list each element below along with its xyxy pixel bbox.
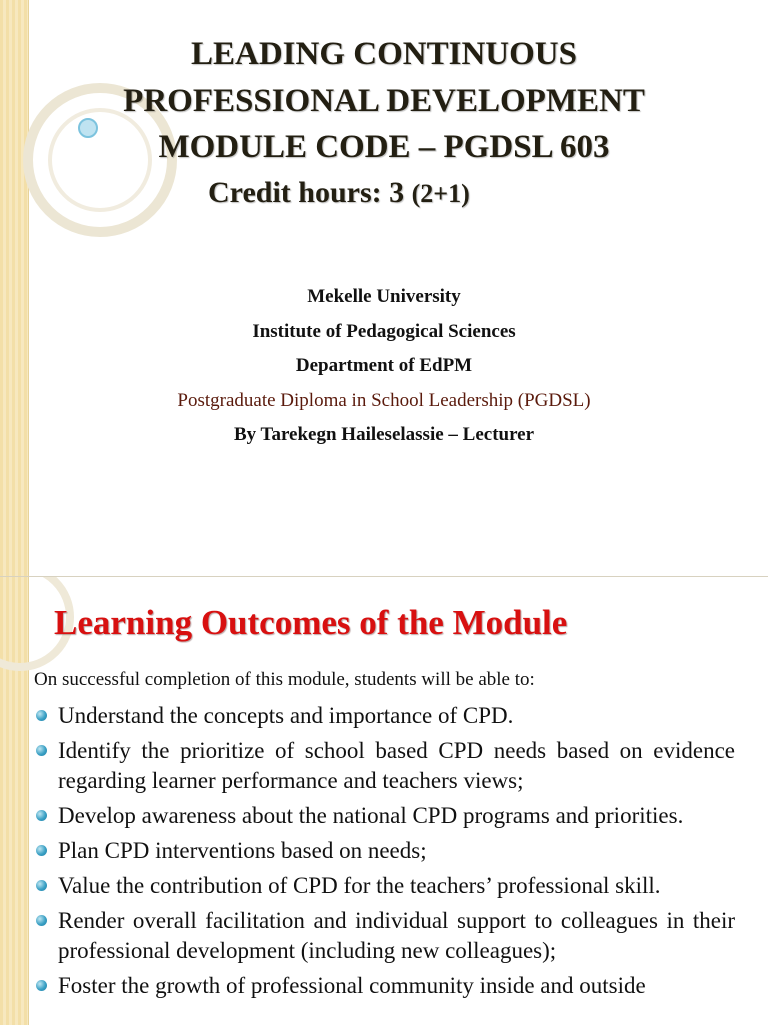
program-name: Postgraduate Diploma in School Leadership (PGDSL) — [177, 390, 591, 411]
university-name: Mekelle University — [307, 286, 461, 307]
institute-name: Institute of Pedagogical Sciences — [252, 321, 516, 342]
learning-outcomes-slide — [0, 576, 768, 1025]
list-item: Render overall facilitation and individual support to colleagues in their professional development (including new colleagues); — [34, 906, 735, 966]
list-item: Identify the prioritize of school based CPD needs based on evidence regarding learner performance and teachers views; — [34, 736, 735, 796]
bullet-icon — [36, 980, 47, 991]
credit-detail: (2+1) — [411, 179, 470, 208]
list-item: Plan CPD interventions based on needs; — [34, 836, 735, 866]
decorative-stripe — [0, 577, 29, 1025]
slide-heading: Learning Outcomes of the Module — [54, 603, 568, 642]
title-line-2: PROFESSIONAL DEVELOPMENT — [123, 83, 645, 119]
bullet-icon — [36, 845, 47, 856]
bullet-icon — [36, 880, 47, 891]
author-line: By Tarekegn Haileselassie – Lecturer — [233, 424, 535, 445]
bullet-icon — [36, 915, 47, 926]
list-item: Value the contribution of CPD for the teachers’ professional skill. — [34, 871, 735, 901]
bullet-icon — [36, 810, 47, 821]
list-item: Foster the growth of professional community inside and outside — [34, 971, 735, 1001]
credit-main: Credit hours: 3 — [208, 176, 412, 209]
credit-hours — [208, 176, 470, 210]
module-code: MODULE CODE – PGDSL 603 — [158, 129, 610, 165]
outcomes-list — [34, 701, 735, 1006]
bullet-icon — [36, 745, 47, 756]
department-name: Department of EdPM — [295, 355, 473, 376]
title-line-1: LEADING CONTINUOUS — [191, 36, 577, 72]
list-item: Understand the concepts and importance of CPD. — [34, 701, 735, 731]
bullet-icon — [36, 710, 47, 721]
intro-text: On successful completion of this module, students will be able to: — [34, 669, 535, 690]
list-item: Develop awareness about the national CPD programs and priorities. — [34, 801, 735, 831]
